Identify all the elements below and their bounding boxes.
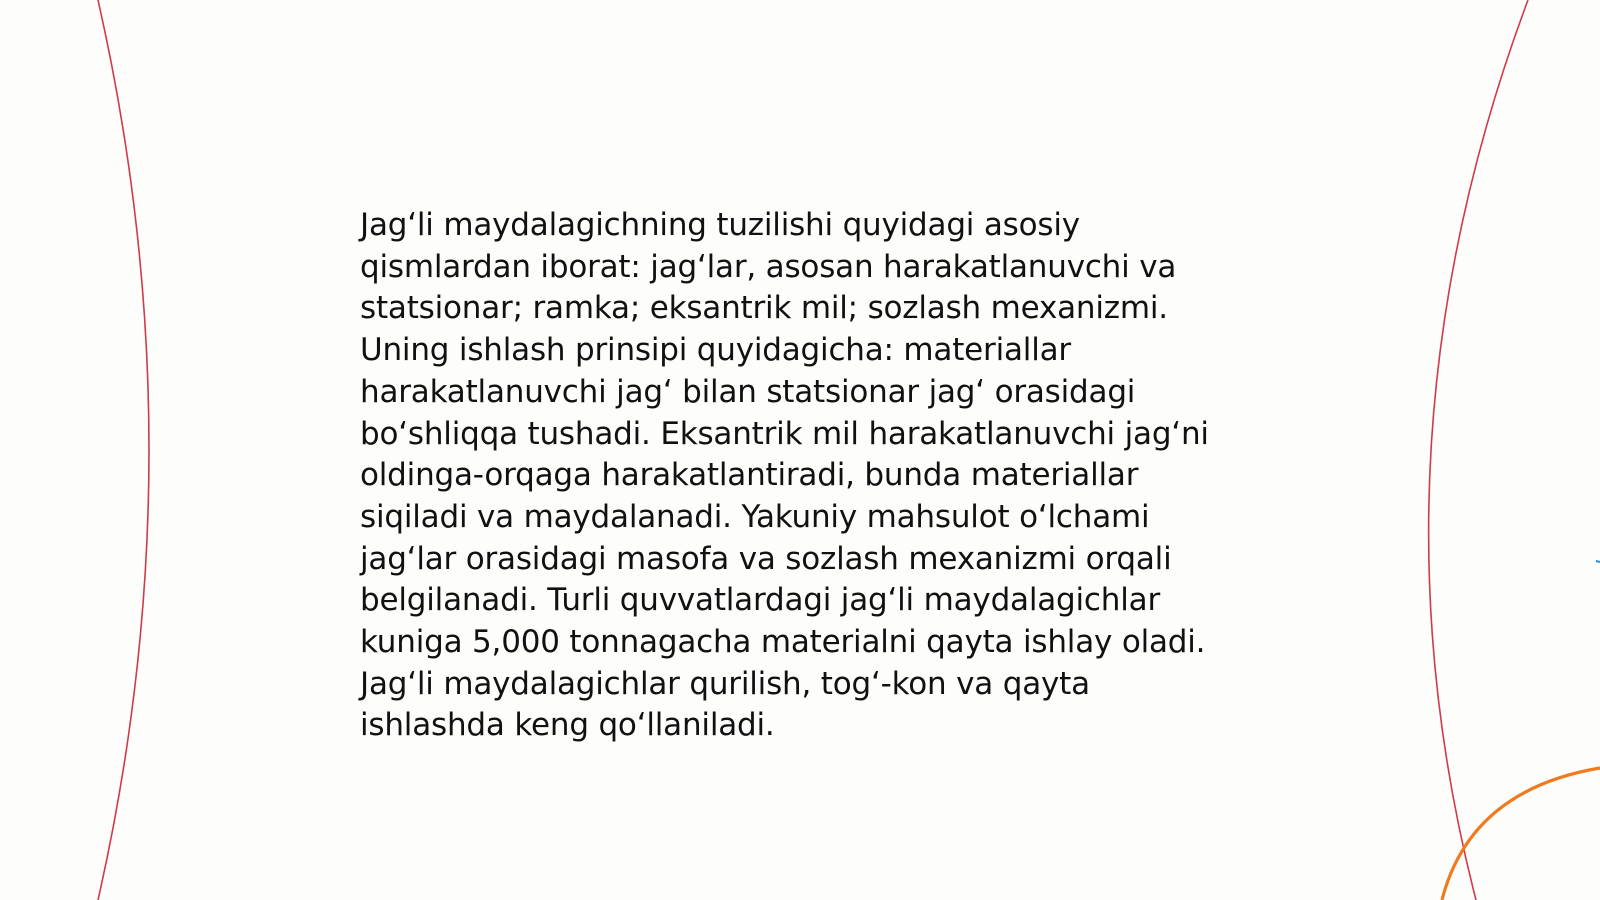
slide-body-text: Jag‘li maydalagichning tuzilishi quyidagi asosiy qismlardan iborat: jag‘lar, asosan harakatlanuvchi va statsionar; ramka; eksantrik mil; sozlash mexanizmi. Uning ishlash prinsipi quyidagicha: materiallar harakatlanuvchi jag‘ bilan statsionar jag‘ orasidagi bo‘shliqqa tushadi. Eksantrik mil harakatlanuvchi jag‘ni oldinga-orqaga harakatlantiradi, bunda materiallar siqiladi va maydalanadi. Yakuniy mahsulot o‘lchami jag‘lar orasidagi masofa va sozlash mexanizmi orqali belgilanadi. Turli quvvatlardagi jag‘li maydalagichlar kuniga 5,000 tonnagacha materialni qayta ishlay oladi. Jag‘li maydalagichlar qurilish, tog‘-kon va qayta ishlashda keng qo‘llaniladi. [360, 207, 1209, 744]
blue-accent-mark [1596, 561, 1600, 562]
right-red-curve [1429, 0, 1528, 900]
orange-arc [1442, 768, 1600, 900]
left-red-curve [98, 0, 149, 900]
